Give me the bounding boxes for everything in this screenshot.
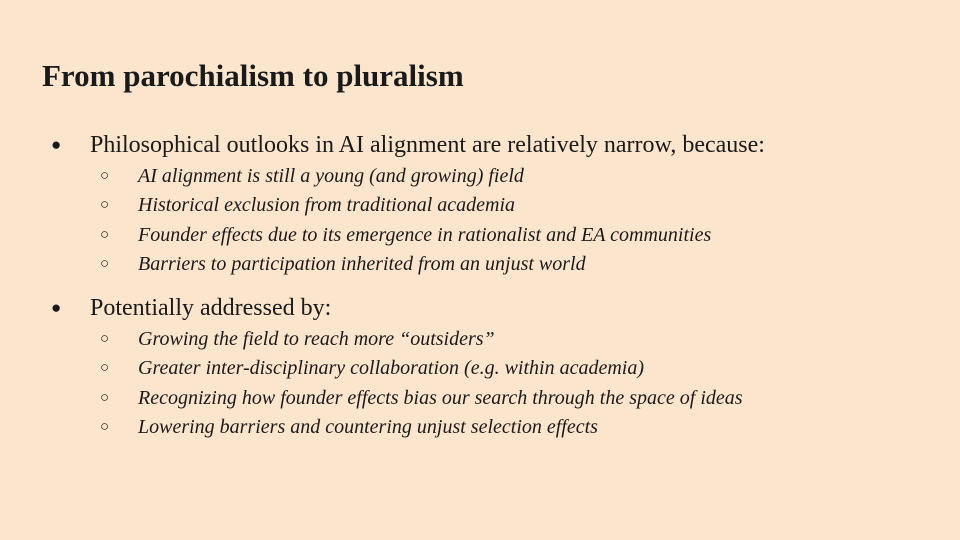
sub-bullet-text: Greater inter-disciplinary collaboration (e.g. within academia) (138, 357, 645, 380)
hollow-bullet-icon: ○ (100, 168, 110, 184)
sub-bullet-item (0, 384, 960, 413)
slide-title: From parochialism to pluralism (42, 58, 464, 93)
sub-bullet-text: AI alignment is still a young (and growing) field (138, 165, 524, 187)
sub-bullet-item (0, 413, 960, 442)
hollow-bullet-icon: ○ (100, 331, 110, 347)
filled-bullet-icon: ● (51, 135, 62, 154)
hollow-bullet-icon: ○ (100, 360, 110, 377)
sub-bullet-item (0, 191, 960, 220)
sub-bullet-text: Recognizing how founder effects bias our search through the space of ideas (138, 386, 743, 409)
sub-bullet-text: Growing the field to reach more “outsiders” (138, 328, 495, 350)
bullet-section-2 (0, 291, 960, 442)
hollow-bullet-icon: ○ (100, 226, 110, 243)
sub-bullet-item (0, 325, 960, 354)
sub-bullet-item (0, 354, 960, 383)
hollow-bullet-icon: ○ (100, 389, 110, 406)
sub-bullet-text: Lowering barriers and countering unjust selection effects (138, 415, 598, 438)
bullet-text: Potentially addressed by: (90, 295, 332, 321)
sub-bullet-item (0, 162, 960, 191)
hollow-bullet-icon: ○ (100, 418, 110, 435)
bullet-item (0, 291, 960, 325)
filled-bullet-icon: ● (51, 298, 62, 317)
sub-bullet-item (0, 250, 960, 279)
sub-bullet-text: Historical exclusion from traditional academia (138, 194, 516, 217)
bullet-section-1 (0, 128, 960, 279)
hollow-bullet-icon: ○ (100, 255, 110, 272)
sub-bullet-text: Founder effects due to its emergence in rationalist and EA communities (138, 223, 712, 246)
bullet-text: Philosophical outlooks in AI alignment are relatively narrow, because: (90, 132, 765, 158)
sub-bullet-text: Barriers to participation inherited from an unjust world (138, 252, 586, 275)
hollow-bullet-icon: ○ (100, 197, 110, 214)
bullet-item (0, 128, 960, 162)
sub-bullet-item (0, 221, 960, 250)
